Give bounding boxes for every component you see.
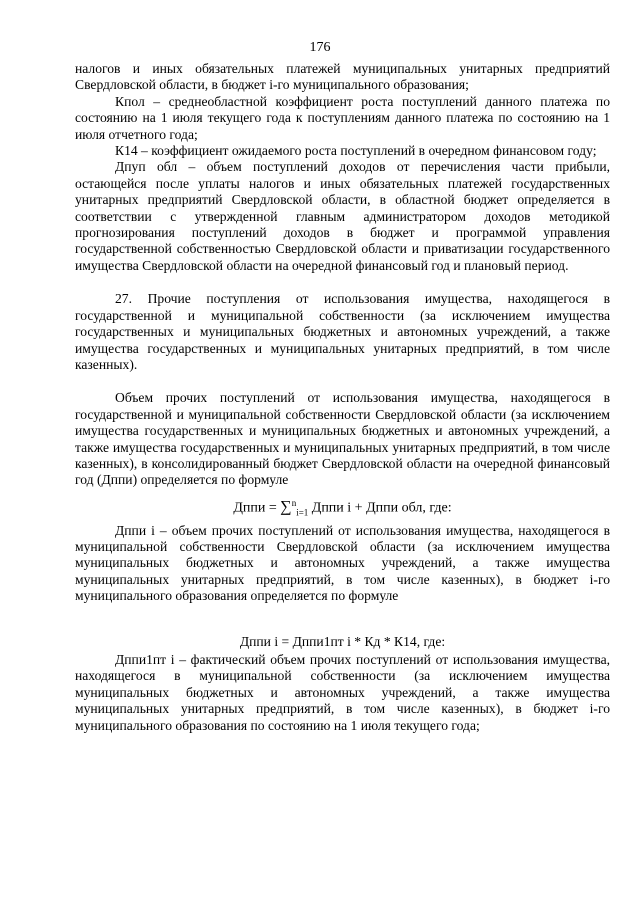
page-number: 176 xyxy=(309,40,331,55)
paragraph-dpup-definition: Дпуп обл – объем поступлений доходов от перечисления части прибыли, остающейся после уплаты налогов и иных обязательных платежей государственных унитарных предприятий Свердловской области, в областной бюджет определяется в соответствии с утвержденной главным администратором доходов методикой прогнозирования поступлений доходов в бюджет и программой управления государственной собственностью Свердловской области и приватизации государственного имущества Свердловской области на очередной финансовый год и плановый период. xyxy=(75,159,610,273)
sum-lower-limit: i=1 xyxy=(296,507,309,518)
paragraph-k14-definition: К14 – коэффициент ожидаемого роста поступлений в очередном финансовом году; xyxy=(115,143,597,159)
paragraph-continuation: налогов и иных обязательных платежей муниципальных унитарных предприятий Свердловской области, в бюджет i-го муниципального образования; xyxy=(75,61,610,93)
formula-dppi-i: Дппи i = Дппи1пт i * Кд * К14, где: xyxy=(239,633,446,649)
sum-upper-limit: n xyxy=(291,497,297,508)
document-body xyxy=(75,61,610,734)
formula-rhs: Дппи i + Дппи обл, где: xyxy=(308,500,452,516)
paragraph-section-27: 27. Прочие поступления от использования имущества, находящегося в государственной и муниципальной собственности (за исключением имущества государственных и муниципальных бюджетных и автономных учреждений, а также имущества государственных и муниципальных унитарных предприятий, в том числе казенных). xyxy=(75,291,610,372)
paragraph-kpol-definition: Кпол – среднеобластной коэффициент роста поступлений данного платежа по состоянию на 1 июля текущего года к поступлениям данного платежа по состоянию на 1 июля отчетного года; xyxy=(75,93,610,142)
paragraph-dppi-i-definition: Дппи i – объем прочих поступлений от использования имущества, находящегося в муниципальной собственности Свердловской области (за исключением имущества муниципальных бюджетных и автономных учреждений, а также имущества муниципальных унитарных предприятий, в том числе казенных), в бюджет i-го муниципального образования определяется по формуле xyxy=(75,522,610,604)
formula-lhs: Дппи = xyxy=(233,500,277,516)
sum-symbol: ∑ xyxy=(280,498,292,516)
formula-dppi-total xyxy=(75,495,610,521)
paragraph-dppi1pt-definition: Дппи1пт i – фактический объем прочих поступлений от использования имущества, находящегося в муниципальной собственности (за исключением имущества муниципальных бюджетных и автономных учреждений, а также имущества муниципальных унитарных предприятий, в том числе казенных), в бюджет i-го муниципального образования по состоянию на 1 июля текущего года; xyxy=(75,652,610,733)
paragraph-dppi-intro: Объем прочих поступлений от использования имущества, находящегося в государственной и муниципальной собственности Свердловской области (за исключением имущества государственных и муниципальных бюджетных и автономных учреждений, а также имущества государственных и муниципальных унитарных предприятий, в том числе казенных), в консолидированный бюджет Свердловской области на очередной финансовый год (Дппи) определяется по формуле xyxy=(75,390,610,488)
